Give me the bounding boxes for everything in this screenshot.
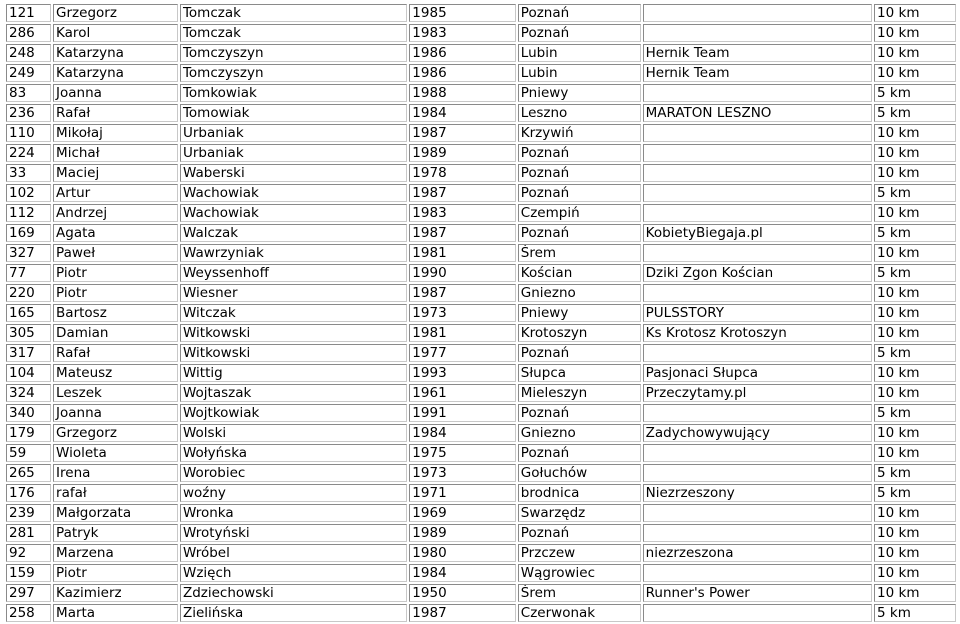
bib-number-cell: 327 bbox=[6, 244, 51, 262]
distance-cell: 10 km bbox=[874, 544, 956, 562]
club-cell: Hernik Team bbox=[643, 64, 872, 82]
distance-cell: 10 km bbox=[874, 4, 956, 22]
bib-number-cell: 33 bbox=[6, 164, 51, 182]
last-name-cell: Zdziechowski bbox=[180, 584, 407, 602]
first-name-cell: Artur bbox=[53, 184, 178, 202]
distance-cell: 5 km bbox=[874, 484, 956, 502]
bib-number-cell: 248 bbox=[6, 44, 51, 62]
club-cell: Hernik Team bbox=[643, 44, 872, 62]
club-cell bbox=[643, 144, 872, 162]
table-row bbox=[6, 544, 956, 562]
table-row bbox=[6, 184, 956, 202]
birth-year-cell: 1989 bbox=[409, 524, 515, 542]
bib-number-cell: 179 bbox=[6, 424, 51, 442]
birth-year-cell: 1987 bbox=[409, 604, 515, 622]
birth-year-cell: 1969 bbox=[409, 504, 515, 522]
distance-cell: 10 km bbox=[874, 584, 956, 602]
club-cell: niezrzeszona bbox=[643, 544, 872, 562]
distance-cell: 10 km bbox=[874, 64, 956, 82]
last-name-cell: Witkowski bbox=[180, 344, 407, 362]
last-name-cell: Wrotyński bbox=[180, 524, 407, 542]
distance-cell: 5 km bbox=[874, 224, 956, 242]
first-name-cell: Irena bbox=[53, 464, 178, 482]
birth-year-cell: 1971 bbox=[409, 484, 515, 502]
distance-cell: 5 km bbox=[874, 344, 956, 362]
table-row bbox=[6, 464, 956, 482]
city-cell: Poznań bbox=[518, 4, 641, 22]
table-row bbox=[6, 124, 956, 142]
distance-cell: 5 km bbox=[874, 604, 956, 622]
first-name-cell: Karol bbox=[53, 24, 178, 42]
city-cell: Poznań bbox=[518, 184, 641, 202]
bib-number-cell: 92 bbox=[6, 544, 51, 562]
last-name-cell: Wittig bbox=[180, 364, 407, 382]
distance-cell: 10 km bbox=[874, 324, 956, 342]
distance-cell: 10 km bbox=[874, 564, 956, 582]
last-name-cell: Waberski bbox=[180, 164, 407, 182]
city-cell: Pniewy bbox=[518, 84, 641, 102]
distance-cell: 5 km bbox=[874, 264, 956, 282]
birth-year-cell: 1984 bbox=[409, 564, 515, 582]
table-row bbox=[6, 584, 956, 602]
city-cell: Pniewy bbox=[518, 304, 641, 322]
city-cell: Kościan bbox=[518, 264, 641, 282]
last-name-cell: Zielińska bbox=[180, 604, 407, 622]
bib-number-cell: 121 bbox=[6, 4, 51, 22]
last-name-cell: Wiesner bbox=[180, 284, 407, 302]
first-name-cell: Katarzyna bbox=[53, 44, 178, 62]
bib-number-cell: 249 bbox=[6, 64, 51, 82]
table-row bbox=[6, 24, 956, 42]
bib-number-cell: 317 bbox=[6, 344, 51, 362]
birth-year-cell: 1983 bbox=[409, 24, 515, 42]
city-cell: Poznań bbox=[518, 24, 641, 42]
bib-number-cell: 340 bbox=[6, 404, 51, 422]
last-name-cell: Wołyńska bbox=[180, 444, 407, 462]
table-row bbox=[6, 364, 956, 382]
city-cell: Śrem bbox=[518, 584, 641, 602]
last-name-cell: Wzięch bbox=[180, 564, 407, 582]
first-name-cell: Agata bbox=[53, 224, 178, 242]
club-cell bbox=[643, 284, 872, 302]
birth-year-cell: 1980 bbox=[409, 544, 515, 562]
city-cell: Lubin bbox=[518, 44, 641, 62]
club-cell bbox=[643, 164, 872, 182]
city-cell: Leszno bbox=[518, 104, 641, 122]
city-cell: brodnica bbox=[518, 484, 641, 502]
club-cell: MARATON LESZNO bbox=[643, 104, 872, 122]
club-cell bbox=[643, 404, 872, 422]
first-name-cell: Rafał bbox=[53, 104, 178, 122]
table-row bbox=[6, 204, 956, 222]
birth-year-cell: 1973 bbox=[409, 464, 515, 482]
club-cell bbox=[643, 204, 872, 222]
birth-year-cell: 1987 bbox=[409, 284, 515, 302]
distance-cell: 10 km bbox=[874, 284, 956, 302]
first-name-cell: Piotr bbox=[53, 564, 178, 582]
table-row bbox=[6, 604, 956, 622]
last-name-cell: Walczak bbox=[180, 224, 407, 242]
distance-cell: 5 km bbox=[874, 104, 956, 122]
club-cell bbox=[643, 184, 872, 202]
last-name-cell: Worobiec bbox=[180, 464, 407, 482]
bib-number-cell: 324 bbox=[6, 384, 51, 402]
club-cell bbox=[643, 464, 872, 482]
city-cell: Słupca bbox=[518, 364, 641, 382]
last-name-cell: Tomczak bbox=[180, 4, 407, 22]
club-cell bbox=[643, 124, 872, 142]
club-cell bbox=[643, 604, 872, 622]
bib-number-cell: 239 bbox=[6, 504, 51, 522]
last-name-cell: Tomczyszyn bbox=[180, 44, 407, 62]
last-name-cell: Wachowiak bbox=[180, 204, 407, 222]
last-name-cell: Tomczak bbox=[180, 24, 407, 42]
club-cell bbox=[643, 444, 872, 462]
distance-cell: 10 km bbox=[874, 204, 956, 222]
last-name-cell: Witkowski bbox=[180, 324, 407, 342]
table-row bbox=[6, 524, 956, 542]
city-cell: Swarzędz bbox=[518, 504, 641, 522]
birth-year-cell: 1987 bbox=[409, 124, 515, 142]
bib-number-cell: 297 bbox=[6, 584, 51, 602]
table-row bbox=[6, 344, 956, 362]
distance-cell: 10 km bbox=[874, 424, 956, 442]
table-row bbox=[6, 144, 956, 162]
city-cell: Poznań bbox=[518, 144, 641, 162]
distance-cell: 5 km bbox=[874, 464, 956, 482]
distance-cell: 10 km bbox=[874, 384, 956, 402]
distance-cell: 10 km bbox=[874, 244, 956, 262]
table-row bbox=[6, 404, 956, 422]
birth-year-cell: 1984 bbox=[409, 424, 515, 442]
first-name-cell: Patryk bbox=[53, 524, 178, 542]
table-row bbox=[6, 444, 956, 462]
last-name-cell: woźny bbox=[180, 484, 407, 502]
birth-year-cell: 1983 bbox=[409, 204, 515, 222]
first-name-cell: Rafał bbox=[53, 344, 178, 362]
bib-number-cell: 305 bbox=[6, 324, 51, 342]
birth-year-cell: 1961 bbox=[409, 384, 515, 402]
first-name-cell: Katarzyna bbox=[53, 64, 178, 82]
city-cell: Mieleszyn bbox=[518, 384, 641, 402]
bib-number-cell: 176 bbox=[6, 484, 51, 502]
distance-cell: 10 km bbox=[874, 144, 956, 162]
club-cell: Ks Krotosz Krotoszyn bbox=[643, 324, 872, 342]
table-row bbox=[6, 424, 956, 442]
bib-number-cell: 265 bbox=[6, 464, 51, 482]
first-name-cell: Piotr bbox=[53, 284, 178, 302]
club-cell: Dziki Zgon Kościan bbox=[643, 264, 872, 282]
city-cell: Przczew bbox=[518, 544, 641, 562]
first-name-cell: Joanna bbox=[53, 404, 178, 422]
bib-number-cell: 112 bbox=[6, 204, 51, 222]
birth-year-cell: 1981 bbox=[409, 244, 515, 262]
birth-year-cell: 1993 bbox=[409, 364, 515, 382]
first-name-cell: rafał bbox=[53, 484, 178, 502]
first-name-cell: Marta bbox=[53, 604, 178, 622]
last-name-cell: Wolski bbox=[180, 424, 407, 442]
first-name-cell: Leszek bbox=[53, 384, 178, 402]
birth-year-cell: 1984 bbox=[409, 104, 515, 122]
distance-cell: 10 km bbox=[874, 364, 956, 382]
city-cell: Krotoszyn bbox=[518, 324, 641, 342]
birth-year-cell: 1987 bbox=[409, 184, 515, 202]
club-cell bbox=[643, 244, 872, 262]
club-cell: Przeczytamy.pl bbox=[643, 384, 872, 402]
club-cell bbox=[643, 564, 872, 582]
first-name-cell: Mikołaj bbox=[53, 124, 178, 142]
distance-cell: 10 km bbox=[874, 164, 956, 182]
last-name-cell: Wronka bbox=[180, 504, 407, 522]
table-row bbox=[6, 4, 956, 22]
club-cell bbox=[643, 504, 872, 522]
first-name-cell: Maciej bbox=[53, 164, 178, 182]
birth-year-cell: 1981 bbox=[409, 324, 515, 342]
table-row bbox=[6, 284, 956, 302]
city-cell: Poznań bbox=[518, 224, 641, 242]
city-cell: Wągrowiec bbox=[518, 564, 641, 582]
birth-year-cell: 1978 bbox=[409, 164, 515, 182]
last-name-cell: Witczak bbox=[180, 304, 407, 322]
distance-cell: 10 km bbox=[874, 44, 956, 62]
last-name-cell: Weyssenhoff bbox=[180, 264, 407, 282]
first-name-cell: Wioleta bbox=[53, 444, 178, 462]
distance-cell: 10 km bbox=[874, 524, 956, 542]
city-cell: Krzywiń bbox=[518, 124, 641, 142]
table-row bbox=[6, 84, 956, 102]
first-name-cell: Małgorzata bbox=[53, 504, 178, 522]
birth-year-cell: 1987 bbox=[409, 224, 515, 242]
club-cell: PULSSTORY bbox=[643, 304, 872, 322]
first-name-cell: Bartosz bbox=[53, 304, 178, 322]
bib-number-cell: 220 bbox=[6, 284, 51, 302]
city-cell: Śrem bbox=[518, 244, 641, 262]
birth-year-cell: 1989 bbox=[409, 144, 515, 162]
first-name-cell: Kazimierz bbox=[53, 584, 178, 602]
table-row bbox=[6, 264, 956, 282]
table-row bbox=[6, 104, 956, 122]
bib-number-cell: 169 bbox=[6, 224, 51, 242]
city-cell: Gołuchów bbox=[518, 464, 641, 482]
distance-cell: 10 km bbox=[874, 444, 956, 462]
table-row bbox=[6, 564, 956, 582]
club-cell: Zadychowywujący bbox=[643, 424, 872, 442]
birth-year-cell: 1990 bbox=[409, 264, 515, 282]
bib-number-cell: 224 bbox=[6, 144, 51, 162]
table-row bbox=[6, 384, 956, 402]
table-row bbox=[6, 44, 956, 62]
club-cell: Niezrzeszony bbox=[643, 484, 872, 502]
birth-year-cell: 1973 bbox=[409, 304, 515, 322]
bib-number-cell: 236 bbox=[6, 104, 51, 122]
club-cell bbox=[643, 84, 872, 102]
bib-number-cell: 83 bbox=[6, 84, 51, 102]
bib-number-cell: 104 bbox=[6, 364, 51, 382]
last-name-cell: Tomkowiak bbox=[180, 84, 407, 102]
last-name-cell: Urbaniak bbox=[180, 124, 407, 142]
first-name-cell: Mateusz bbox=[53, 364, 178, 382]
results-table-body bbox=[6, 4, 956, 622]
bib-number-cell: 159 bbox=[6, 564, 51, 582]
club-cell: KobietyBiegaja.pl bbox=[643, 224, 872, 242]
distance-cell: 10 km bbox=[874, 504, 956, 522]
distance-cell: 10 km bbox=[874, 124, 956, 142]
table-row bbox=[6, 224, 956, 242]
city-cell: Poznań bbox=[518, 524, 641, 542]
distance-cell: 5 km bbox=[874, 184, 956, 202]
results-table bbox=[4, 2, 958, 624]
bib-number-cell: 286 bbox=[6, 24, 51, 42]
club-cell bbox=[643, 524, 872, 542]
club-cell bbox=[643, 4, 872, 22]
last-name-cell: Wróbel bbox=[180, 544, 407, 562]
table-row bbox=[6, 244, 956, 262]
birth-year-cell: 1975 bbox=[409, 444, 515, 462]
city-cell: Poznań bbox=[518, 404, 641, 422]
bib-number-cell: 281 bbox=[6, 524, 51, 542]
last-name-cell: Tomowiak bbox=[180, 104, 407, 122]
last-name-cell: Wawrzyniak bbox=[180, 244, 407, 262]
bib-number-cell: 165 bbox=[6, 304, 51, 322]
last-name-cell: Urbaniak bbox=[180, 144, 407, 162]
first-name-cell: Andrzej bbox=[53, 204, 178, 222]
city-cell: Gniezno bbox=[518, 424, 641, 442]
first-name-cell: Grzegorz bbox=[53, 4, 178, 22]
last-name-cell: Wojtaszak bbox=[180, 384, 407, 402]
table-row bbox=[6, 304, 956, 322]
birth-year-cell: 1986 bbox=[409, 64, 515, 82]
table-row bbox=[6, 484, 956, 502]
birth-year-cell: 1991 bbox=[409, 404, 515, 422]
club-cell: Runner's Power bbox=[643, 584, 872, 602]
birth-year-cell: 1988 bbox=[409, 84, 515, 102]
first-name-cell: Paweł bbox=[53, 244, 178, 262]
city-cell: Poznań bbox=[518, 344, 641, 362]
table-row bbox=[6, 164, 956, 182]
bib-number-cell: 110 bbox=[6, 124, 51, 142]
city-cell: Gniezno bbox=[518, 284, 641, 302]
birth-year-cell: 1985 bbox=[409, 4, 515, 22]
birth-year-cell: 1977 bbox=[409, 344, 515, 362]
club-cell: Pasjonaci Słupca bbox=[643, 364, 872, 382]
birth-year-cell: 1950 bbox=[409, 584, 515, 602]
table-row bbox=[6, 324, 956, 342]
city-cell: Czempiń bbox=[518, 204, 641, 222]
first-name-cell: Michał bbox=[53, 144, 178, 162]
table-row bbox=[6, 64, 956, 82]
first-name-cell: Joanna bbox=[53, 84, 178, 102]
birth-year-cell: 1986 bbox=[409, 44, 515, 62]
first-name-cell: Piotr bbox=[53, 264, 178, 282]
first-name-cell: Grzegorz bbox=[53, 424, 178, 442]
club-cell bbox=[643, 24, 872, 42]
first-name-cell: Damian bbox=[53, 324, 178, 342]
city-cell: Lubin bbox=[518, 64, 641, 82]
last-name-cell: Wachowiak bbox=[180, 184, 407, 202]
club-cell bbox=[643, 344, 872, 362]
bib-number-cell: 258 bbox=[6, 604, 51, 622]
city-cell: Poznań bbox=[518, 444, 641, 462]
first-name-cell: Marzena bbox=[53, 544, 178, 562]
bib-number-cell: 77 bbox=[6, 264, 51, 282]
last-name-cell: Tomczyszyn bbox=[180, 64, 407, 82]
city-cell: Poznań bbox=[518, 164, 641, 182]
last-name-cell: Wojtkowiak bbox=[180, 404, 407, 422]
table-row bbox=[6, 504, 956, 522]
distance-cell: 10 km bbox=[874, 24, 956, 42]
city-cell: Czerwonak bbox=[518, 604, 641, 622]
distance-cell: 10 km bbox=[874, 304, 956, 322]
distance-cell: 5 km bbox=[874, 84, 956, 102]
bib-number-cell: 102 bbox=[6, 184, 51, 202]
distance-cell: 5 km bbox=[874, 404, 956, 422]
bib-number-cell: 59 bbox=[6, 444, 51, 462]
